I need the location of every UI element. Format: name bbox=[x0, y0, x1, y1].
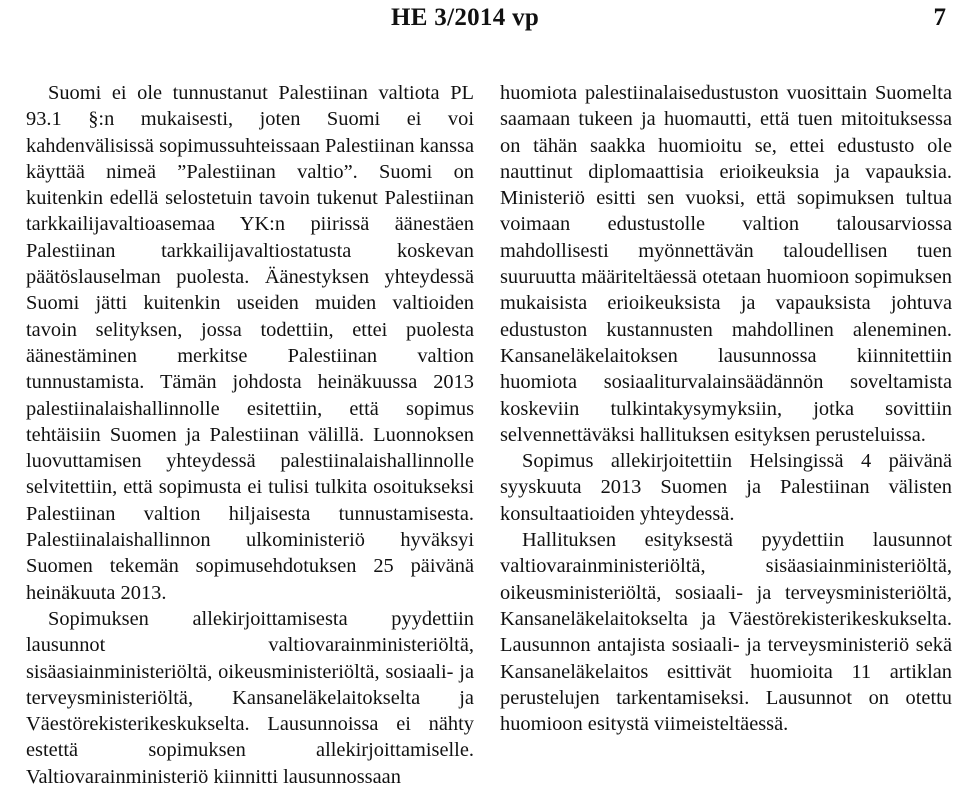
right-paragraph-2: Sopimus allekirjoitettiin Helsingissä 4 päivänä syyskuuta 2013 Suomen ja Palestiinan välisten konsultaatioiden yhteydessä. bbox=[500, 450, 952, 525]
right-paragraph-1: huomiota palestiinalaisedustuston vuosittain Suomelta saamaan tukeen ja huomautti, että tuen mitoituksessa on tähän saakka huomioitu se, ettei edustusto ole nauttinut diplomaattisia erioikeuksia ja vapauksia. Ministeriö esitti sen vuoksi, että sopimuksen tultua voimaan edustustolle valtion talousarviossa mahdollisesti myönnettävän taloudellisen tuen suuruutta määriteltäessä otetaan huomioon sopimuksen mukaisista erioikeuksista ja vapauksista johtuva edustuston kustannusten mahdollinen aleneminen. Kansaneläkelaitoksen lausunnossa kiinnitettiin huomiota sosiaaliturvalainsäädännön soveltamista koskeviin tulkintakysymyksiin, jotka sovittiin selvennettäväksi hallituksen esityksen perusteluissa. bbox=[500, 82, 952, 446]
right-paragraph-3: Hallituksen esityksestä pyydettiin lausunnot valtiovarainministeriöltä, sisäasiainministeriöltä, oikeusministeriöltä, sosiaali- ja terveysministeriöltä, Kansaneläkelaitokselta ja Väestörekisterikeskukselta. Lausunnon antajista sosiaali- ja terveysministeriö sekä Kansaneläkelaitos esittivät huomioita 11 artiklan perustelujen tarkentamiseksi. Lausunnot on otettu huomioon esitystä viimeisteltäessä. bbox=[500, 529, 952, 736]
left-paragraph-1: Suomi ei ole tunnustanut Palestiinan valtiota PL 93.1 §:n mukaisesti, joten Suomi ei voi kahdenvälisissä sopimussuhteissaan Palestiinan kanssa käyttää nimeä ”Palestiinan valtio”. Suomi on kuitenkin edellä selostetuin tavoin tukenut Palestiinan tarkkailijavaltioasemaa YK:n piirissä äänestäen Palestiinan tarkkailijavaltiostatusta koskevan päätöslauselman puolesta. Äänestyksen yhteydessä Suomi jätti kuitenkin useiden muiden valtioiden tavoin selityksen, jossa todettiin, ettei puolesta äänestäminen merkitse Palestiinan valtion tunnustamista. Tämän johdosta heinäkuussa 2013 palestiinalaishallinnolle esitettiin, että sopimus tehtäisiin Suomen ja Palestiinan välillä. Luonnoksen luovuttamisen yhteydessä palestiinalaishallinnolle selvitettiin, että sopimusta ei tulisi tulkita osoitukseksi Palestiinan valtion hiljaisesta tunnustamisesta. Palestiinalaishallinnon ulkoministeriö hyväksyi Suomen tekemän sopimusehdotuksen 25 päivänä heinäkuuta 2013. bbox=[26, 82, 474, 604]
left-paragraph-2: Sopimuksen allekirjoittamisesta pyydettiin lausunnot valtiovarainministeriöltä, sisäasiainministeriöltä, oikeusministeriöltä, sosiaali- ja terveysministeriöltä, Kansaneläkelaitokselta ja Väestörekisterikeskukselta. Lausunnoissa ei nähty estettä sopimuksen allekirjoittamiselle. Valtiovarainministeriö kiinnitti lausunnossaan bbox=[26, 607, 474, 788]
right-column bbox=[500, 80, 952, 737]
page-number: 7 bbox=[933, 4, 946, 31]
document-id: HE 3/2014 vp bbox=[391, 4, 540, 31]
page-header bbox=[0, 0, 960, 40]
left-column bbox=[26, 80, 474, 790]
